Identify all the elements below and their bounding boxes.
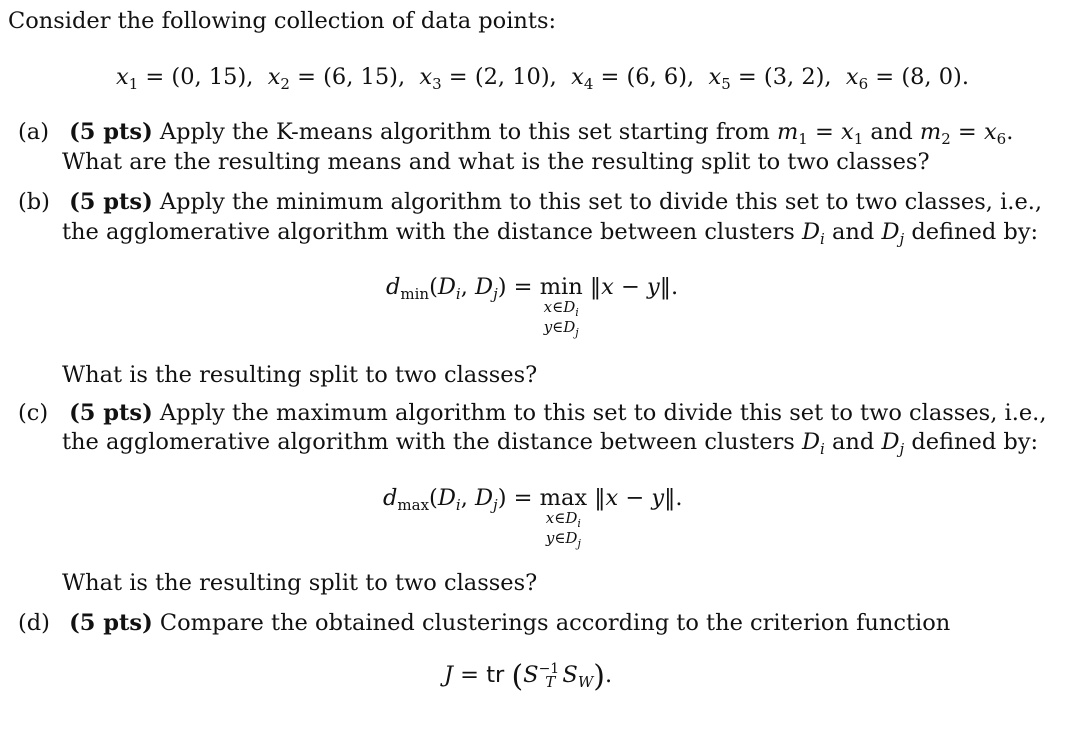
part-a-and: and: [870, 119, 913, 145]
part-c-text: Apply the maximum algorithm to this set to divide this set to two classes, i.e.,: [159, 400, 1047, 426]
criterion-formula: J = tr ($S^{-1}_T$ $S_W$).: [444, 659, 613, 694]
part-d-label: (d): [18, 610, 50, 636]
part-b-line1: [18, 191, 1042, 214]
part-d-text: Compare the obtained clusterings according to the criterion function: [159, 610, 951, 636]
part-c-question: What is the resulting split to two classes?: [62, 570, 538, 596]
point-x4: $x_4 = (6$, 6),: [571, 64, 695, 93]
data-points-equation: [116, 66, 969, 92]
part-b-line2: the agglomerative algorithm with the distance between clusters $D_i$ and $D_j$ defined by:: [62, 219, 1039, 248]
part-a-line2: What are the resulting means and what is the resulting split to two classes?: [62, 149, 930, 175]
min-operator: min: [539, 274, 583, 300]
part-b-label: (b): [18, 189, 50, 215]
part-a-text: Apply the K-means algorithm to this set starting from: [159, 119, 770, 145]
intro-text: Consider the following collection of data points:: [8, 8, 557, 34]
part-c-line2: the agglomerative algorithm with the distance between clusters $D_i$ and $D_j$ defined by:: [62, 429, 1039, 458]
part-b-question: What is the resulting split to two classes?: [62, 362, 538, 388]
part-d-points: (5 pts): [69, 610, 153, 636]
part-b-points: (5 pts): [69, 189, 153, 215]
part-c-line1: [18, 402, 1047, 425]
dmin-formula: $d_{min}(D_i$, $D_j$) = min $x\in D_i$ $y\in D_j$ ‖x − y‖.: [386, 274, 679, 340]
part-b-text: Apply the minimum algorithm to this set to divide this set to two classes, i.e.,: [159, 189, 1043, 215]
point-x6: $x_6 = (8$, 0).: [845, 64, 969, 93]
point-x1: $x_1 = (0$, 15),: [116, 64, 254, 93]
dmax-formula: $d_{max}(D_i$, $D_j$) = max $x\in D_i$ $y\in D_j$ ‖x − y‖.: [383, 485, 683, 551]
part-d-line1: [18, 612, 950, 635]
part-c-points: (5 pts): [69, 400, 153, 426]
part-a-line1: (a) (5 pts) Apply the K-means algorithm to this set starting from $m_1 = x_1$ and $m_2 = x_6$.: [18, 119, 1014, 148]
part-a-points: (5 pts): [69, 119, 153, 145]
point-x2: $x_2 = (6$, 15),: [267, 64, 406, 93]
max-operator: max: [539, 485, 588, 511]
part-a-label: (a): [18, 119, 49, 145]
point-x3: $x_3 = (2$, 10),: [419, 64, 557, 93]
part-c-label: (c): [18, 400, 49, 426]
point-x5: $x_5 = (3$, 2),: [708, 64, 832, 93]
